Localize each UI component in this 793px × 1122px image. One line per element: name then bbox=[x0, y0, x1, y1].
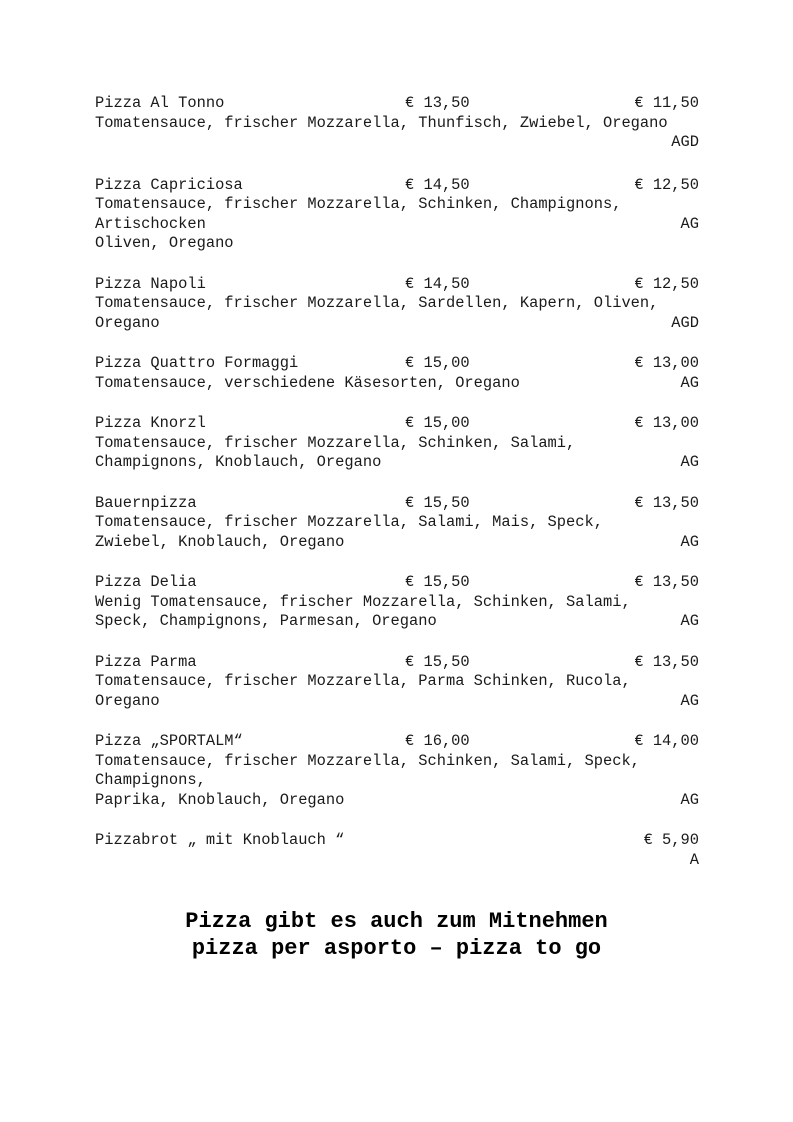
allergen-code: AG bbox=[680, 612, 699, 630]
ingredients-text: Tomatensauce, frischer Mozzarella, Sardellen, Kapern, Oliven, bbox=[95, 294, 659, 312]
ingredients-text: Tomatensauce, frischer Mozzarella, Schinken, Champignons, bbox=[95, 195, 622, 213]
menu-item bbox=[95, 732, 700, 810]
price-large: € 13,50 bbox=[405, 94, 470, 112]
price-small: € 12,50 bbox=[634, 274, 699, 293]
ingredients-text: Tomatensauce, frischer Mozzarella, Salami, Mais, Speck, bbox=[95, 513, 603, 531]
ingredients-text: Oregano bbox=[95, 691, 160, 710]
ingredients-text: Champignons, Knoblauch, Oregano bbox=[95, 453, 382, 471]
ingredients-text: Champignons, bbox=[95, 771, 206, 789]
ingredients-line bbox=[95, 533, 700, 553]
price-large: € 15,50 bbox=[405, 652, 470, 671]
ingredients-text: Paprika, Knoblauch, Oregano bbox=[95, 790, 345, 809]
price-small: € 13,50 bbox=[634, 652, 699, 671]
menu-item bbox=[95, 653, 700, 712]
price-large: € 15,00 bbox=[405, 354, 470, 372]
ingredients-line bbox=[95, 672, 700, 692]
pizza-name: Pizza Knorzl bbox=[95, 414, 206, 432]
menu-item-header bbox=[95, 732, 700, 752]
ingredients-text: Tomatensauce, frischer Mozzarella, Parma Schinken, Rucola, bbox=[95, 672, 631, 690]
menu-item bbox=[95, 176, 700, 254]
allergen-code: AGD bbox=[671, 133, 699, 151]
pizza-name: Pizza Quattro Formaggi bbox=[95, 354, 299, 372]
ingredients-line bbox=[95, 234, 700, 254]
takeaway-notice bbox=[0, 908, 793, 962]
ingredients-text: Oregano bbox=[95, 313, 160, 332]
price-small: € 5,90 bbox=[643, 831, 699, 849]
menu-item bbox=[95, 414, 700, 473]
ingredients-line bbox=[95, 434, 700, 454]
ingredients-line bbox=[95, 374, 700, 394]
pizza-name: Pizza Parma bbox=[95, 652, 197, 671]
menu-item-header bbox=[95, 176, 700, 196]
ingredients-text: Artischocken bbox=[95, 214, 206, 233]
ingredients-line bbox=[95, 791, 700, 811]
ingredients-text: Zwiebel, Knoblauch, Oregano bbox=[95, 532, 345, 551]
price-small: € 12,50 bbox=[634, 175, 699, 194]
ingredients-line bbox=[95, 114, 700, 134]
pizza-name: Pizza Napoli bbox=[95, 274, 206, 293]
menu-item-header bbox=[95, 573, 700, 593]
allergen-line bbox=[95, 133, 700, 153]
ingredients-line bbox=[95, 215, 700, 235]
ingredients-line bbox=[95, 294, 700, 314]
price-large: € 15,50 bbox=[405, 493, 470, 512]
ingredients-text: Tomatensauce, frischer Mozzarella, Schinken, Salami, Speck, bbox=[95, 751, 640, 770]
ingredients-line bbox=[95, 692, 700, 712]
menu-item bbox=[95, 94, 700, 153]
allergen-line bbox=[95, 851, 700, 871]
ingredients-text: Tomatensauce, frischer Mozzarella, Schinken, Salami, bbox=[95, 433, 576, 452]
price-small: € 13,00 bbox=[634, 414, 699, 432]
menu-item-header bbox=[95, 275, 700, 295]
menu-item bbox=[95, 494, 700, 553]
ingredients-text: Oliven, Oregano bbox=[95, 234, 234, 252]
price-large: € 16,00 bbox=[405, 732, 470, 750]
ingredients-text: Speck, Champignons, Parmesan, Oregano bbox=[95, 612, 437, 630]
pizza-name: Pizza Delia bbox=[95, 573, 197, 591]
menu-item-header bbox=[95, 494, 700, 514]
menu-item bbox=[95, 275, 700, 334]
menu-item bbox=[95, 573, 700, 632]
price-small: € 13,50 bbox=[634, 573, 699, 591]
price-large: € 14,50 bbox=[405, 274, 470, 293]
price-large: € 15,00 bbox=[405, 414, 470, 432]
pizza-name: Bauernpizza bbox=[95, 493, 197, 512]
ingredients-line bbox=[95, 752, 700, 772]
menu-item-header bbox=[95, 354, 700, 374]
menu-item-header bbox=[95, 831, 700, 851]
price-large: € 15,50 bbox=[405, 573, 470, 591]
allergen-code: A bbox=[689, 850, 699, 869]
menu-item bbox=[95, 831, 700, 870]
menu-item-header bbox=[95, 414, 700, 434]
allergen-code: AG bbox=[680, 691, 699, 710]
price-small: € 13,50 bbox=[634, 493, 699, 512]
takeaway-line-multilingual: pizza per asporto – pizza to go bbox=[191, 936, 602, 961]
pizza-name: Pizzabrot „ mit Knoblauch “ bbox=[95, 831, 345, 849]
ingredients-text: Tomatensauce, verschiedene Käsesorten, Oregano bbox=[95, 373, 520, 392]
pizza-name: Pizza Al Tonno bbox=[95, 94, 225, 112]
menu-item-header bbox=[95, 94, 700, 114]
pizza-list bbox=[95, 94, 700, 891]
price-small: € 11,50 bbox=[634, 94, 699, 112]
allergen-code: AG bbox=[680, 532, 699, 551]
allergen-code: AGD bbox=[671, 313, 699, 332]
allergen-code: AG bbox=[680, 214, 699, 233]
price-large: € 14,50 bbox=[405, 175, 470, 194]
ingredients-text: Tomatensauce, frischer Mozzarella, Thunfisch, Zwiebel, Oregano bbox=[95, 113, 668, 132]
ingredients-line bbox=[95, 593, 700, 613]
allergen-code: AG bbox=[680, 373, 699, 392]
ingredients-line bbox=[95, 771, 700, 791]
ingredients-line bbox=[95, 195, 700, 215]
ingredients-line bbox=[95, 453, 700, 473]
pizza-name: Pizza „SPORTALM“ bbox=[95, 732, 243, 750]
price-small: € 14,00 bbox=[634, 732, 699, 750]
takeaway-line-german: Pizza gibt es auch zum Mitnehmen bbox=[185, 909, 608, 934]
ingredients-line bbox=[95, 612, 700, 632]
price-small: € 13,00 bbox=[634, 354, 699, 372]
allergen-code: AG bbox=[680, 453, 699, 471]
ingredients-line bbox=[95, 314, 700, 334]
pizza-name: Pizza Capriciosa bbox=[95, 175, 243, 194]
ingredients-text: Wenig Tomatensauce, frischer Mozzarella, Schinken, Salami, bbox=[95, 592, 631, 611]
menu-item-header bbox=[95, 653, 700, 673]
ingredients-line bbox=[95, 513, 700, 533]
allergen-code: AG bbox=[680, 790, 699, 809]
menu-item bbox=[95, 354, 700, 393]
